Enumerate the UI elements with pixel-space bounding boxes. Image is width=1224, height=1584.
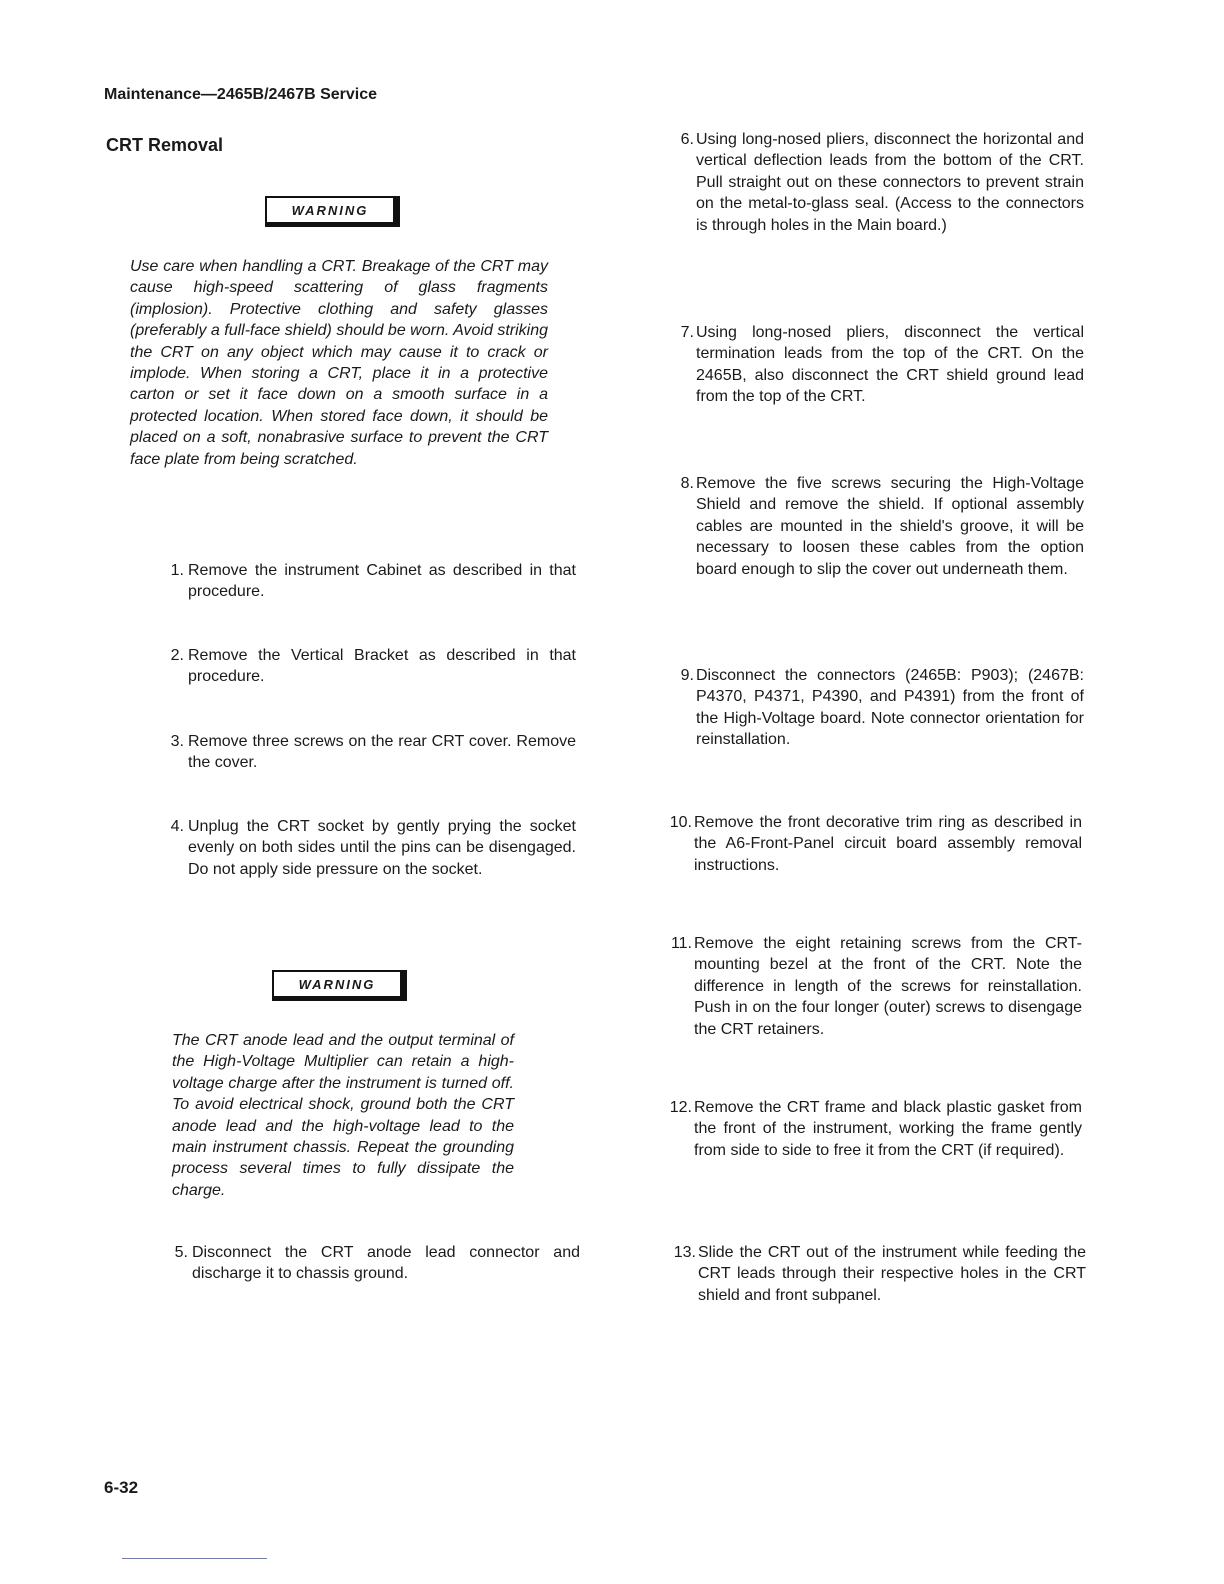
step-number: 9. bbox=[680, 667, 694, 684]
step-number: 2. bbox=[170, 647, 184, 664]
step-number: 7. bbox=[680, 324, 694, 341]
step-text: Disconnect the CRT anode lead connector and discharge it to chassis ground. bbox=[192, 1244, 580, 1283]
step-number: 1. bbox=[170, 562, 184, 579]
step-text: Using long-nosed pliers, disconnect the vertical termination leads from the top of the CRT. On the 2465B, also disconnect the CRT shield ground lead from the top of the CRT. bbox=[696, 324, 1084, 406]
running-header: Maintenance—2465B/2467B Service bbox=[104, 86, 378, 103]
step-number: 8. bbox=[680, 475, 694, 492]
step-text: Remove the front decorative trim ring as described in the A6-Front-Panel circuit board assembly removal instructions. bbox=[694, 814, 1082, 874]
step-number: 10. bbox=[669, 814, 692, 831]
step-number: 3. bbox=[170, 733, 184, 750]
section-title: CRT Removal bbox=[106, 135, 224, 155]
footer-rule bbox=[122, 1558, 267, 1559]
step-text: Remove the Vertical Bracket as described in that procedure. bbox=[188, 647, 576, 686]
step-number: 13. bbox=[673, 1244, 696, 1261]
step-number: 12. bbox=[669, 1099, 692, 1116]
step-number: 5. bbox=[174, 1244, 188, 1261]
step-text: Unplug the CRT socket by gently prying the socket evenly on both sides until the pins can be disengaged. Do not apply side pressure on the socket. bbox=[188, 818, 576, 878]
page-number: 6-32 bbox=[104, 1478, 139, 1497]
warning-text-2: The CRT anode lead and the output terminal of the High-Voltage Multiplier can retain a high-voltage charge after the instrument is turned off. To avoid electrical shock, ground both the CRT anode lead and the high-voltage lead to the main instrument chassis. Repeat the grounding process several times to fully dissipate the charge. bbox=[172, 1032, 514, 1199]
step-text: Slide the CRT out of the instrument while feeding the CRT leads through their respective holes in the CRT shield and front subpanel. bbox=[698, 1244, 1086, 1304]
step-number: 6. bbox=[680, 131, 694, 148]
step-text: Remove the five screws securing the High-Voltage Shield and remove the shield. If optional assembly cables are mounted in the shield's groove, it will be necessary to loosen these cables from the option board enough to slip the cover out underneath them. bbox=[696, 475, 1084, 578]
step-text: Disconnect the connectors (2465B: P903); (2467B: P4370, P4371, P4390, and P4391) from the front of the High-Voltage board. Note connector orientation for reinstallation. bbox=[696, 667, 1084, 749]
step-text: Remove the CRT frame and black plastic gasket from the front of the instrument, working the frame gently from side to side to free it from the CRT (if required). bbox=[694, 1099, 1082, 1159]
warning-label-2: WARNING bbox=[272, 970, 407, 1001]
step-text: Using long-nosed pliers, disconnect the horizontal and vertical deflection leads from the bottom of the CRT. Pull straight out on these connectors to prevent strain on the metal-to-glass seal. (Access to the connectors is through holes in the Main board.) bbox=[696, 131, 1084, 234]
step-text: Remove three screws on the rear CRT cover. Remove the cover. bbox=[188, 733, 576, 772]
step-number: 4. bbox=[170, 818, 184, 835]
step-text: Remove the eight retaining screws from the CRT-mounting bezel at the front of the CRT. Note the difference in length of the screws for reinstallation. Push in on the four longer (outer) screws to disengage the CRT retainers. bbox=[694, 935, 1082, 1038]
warning-text-1: Use care when handling a CRT. Breakage of the CRT may cause high-speed scattering of glass fragments (implosion). Protective clothing and safety glasses (preferably a full-face shield) should be worn. Avoid striking the CRT on any object which may cause it to crack or implode. When storing a CRT, place it in a protective carton or set it face down on a smooth surface in a protected location. When stored face down, it should be placed on a soft, nonabrasive surface to prevent the CRT face plate from being scratched. bbox=[130, 258, 548, 468]
warning-label-1: WARNING bbox=[265, 196, 400, 227]
step-number: 11. bbox=[670, 935, 692, 952]
step-text: Remove the instrument Cabinet as described in that procedure. bbox=[188, 562, 576, 601]
